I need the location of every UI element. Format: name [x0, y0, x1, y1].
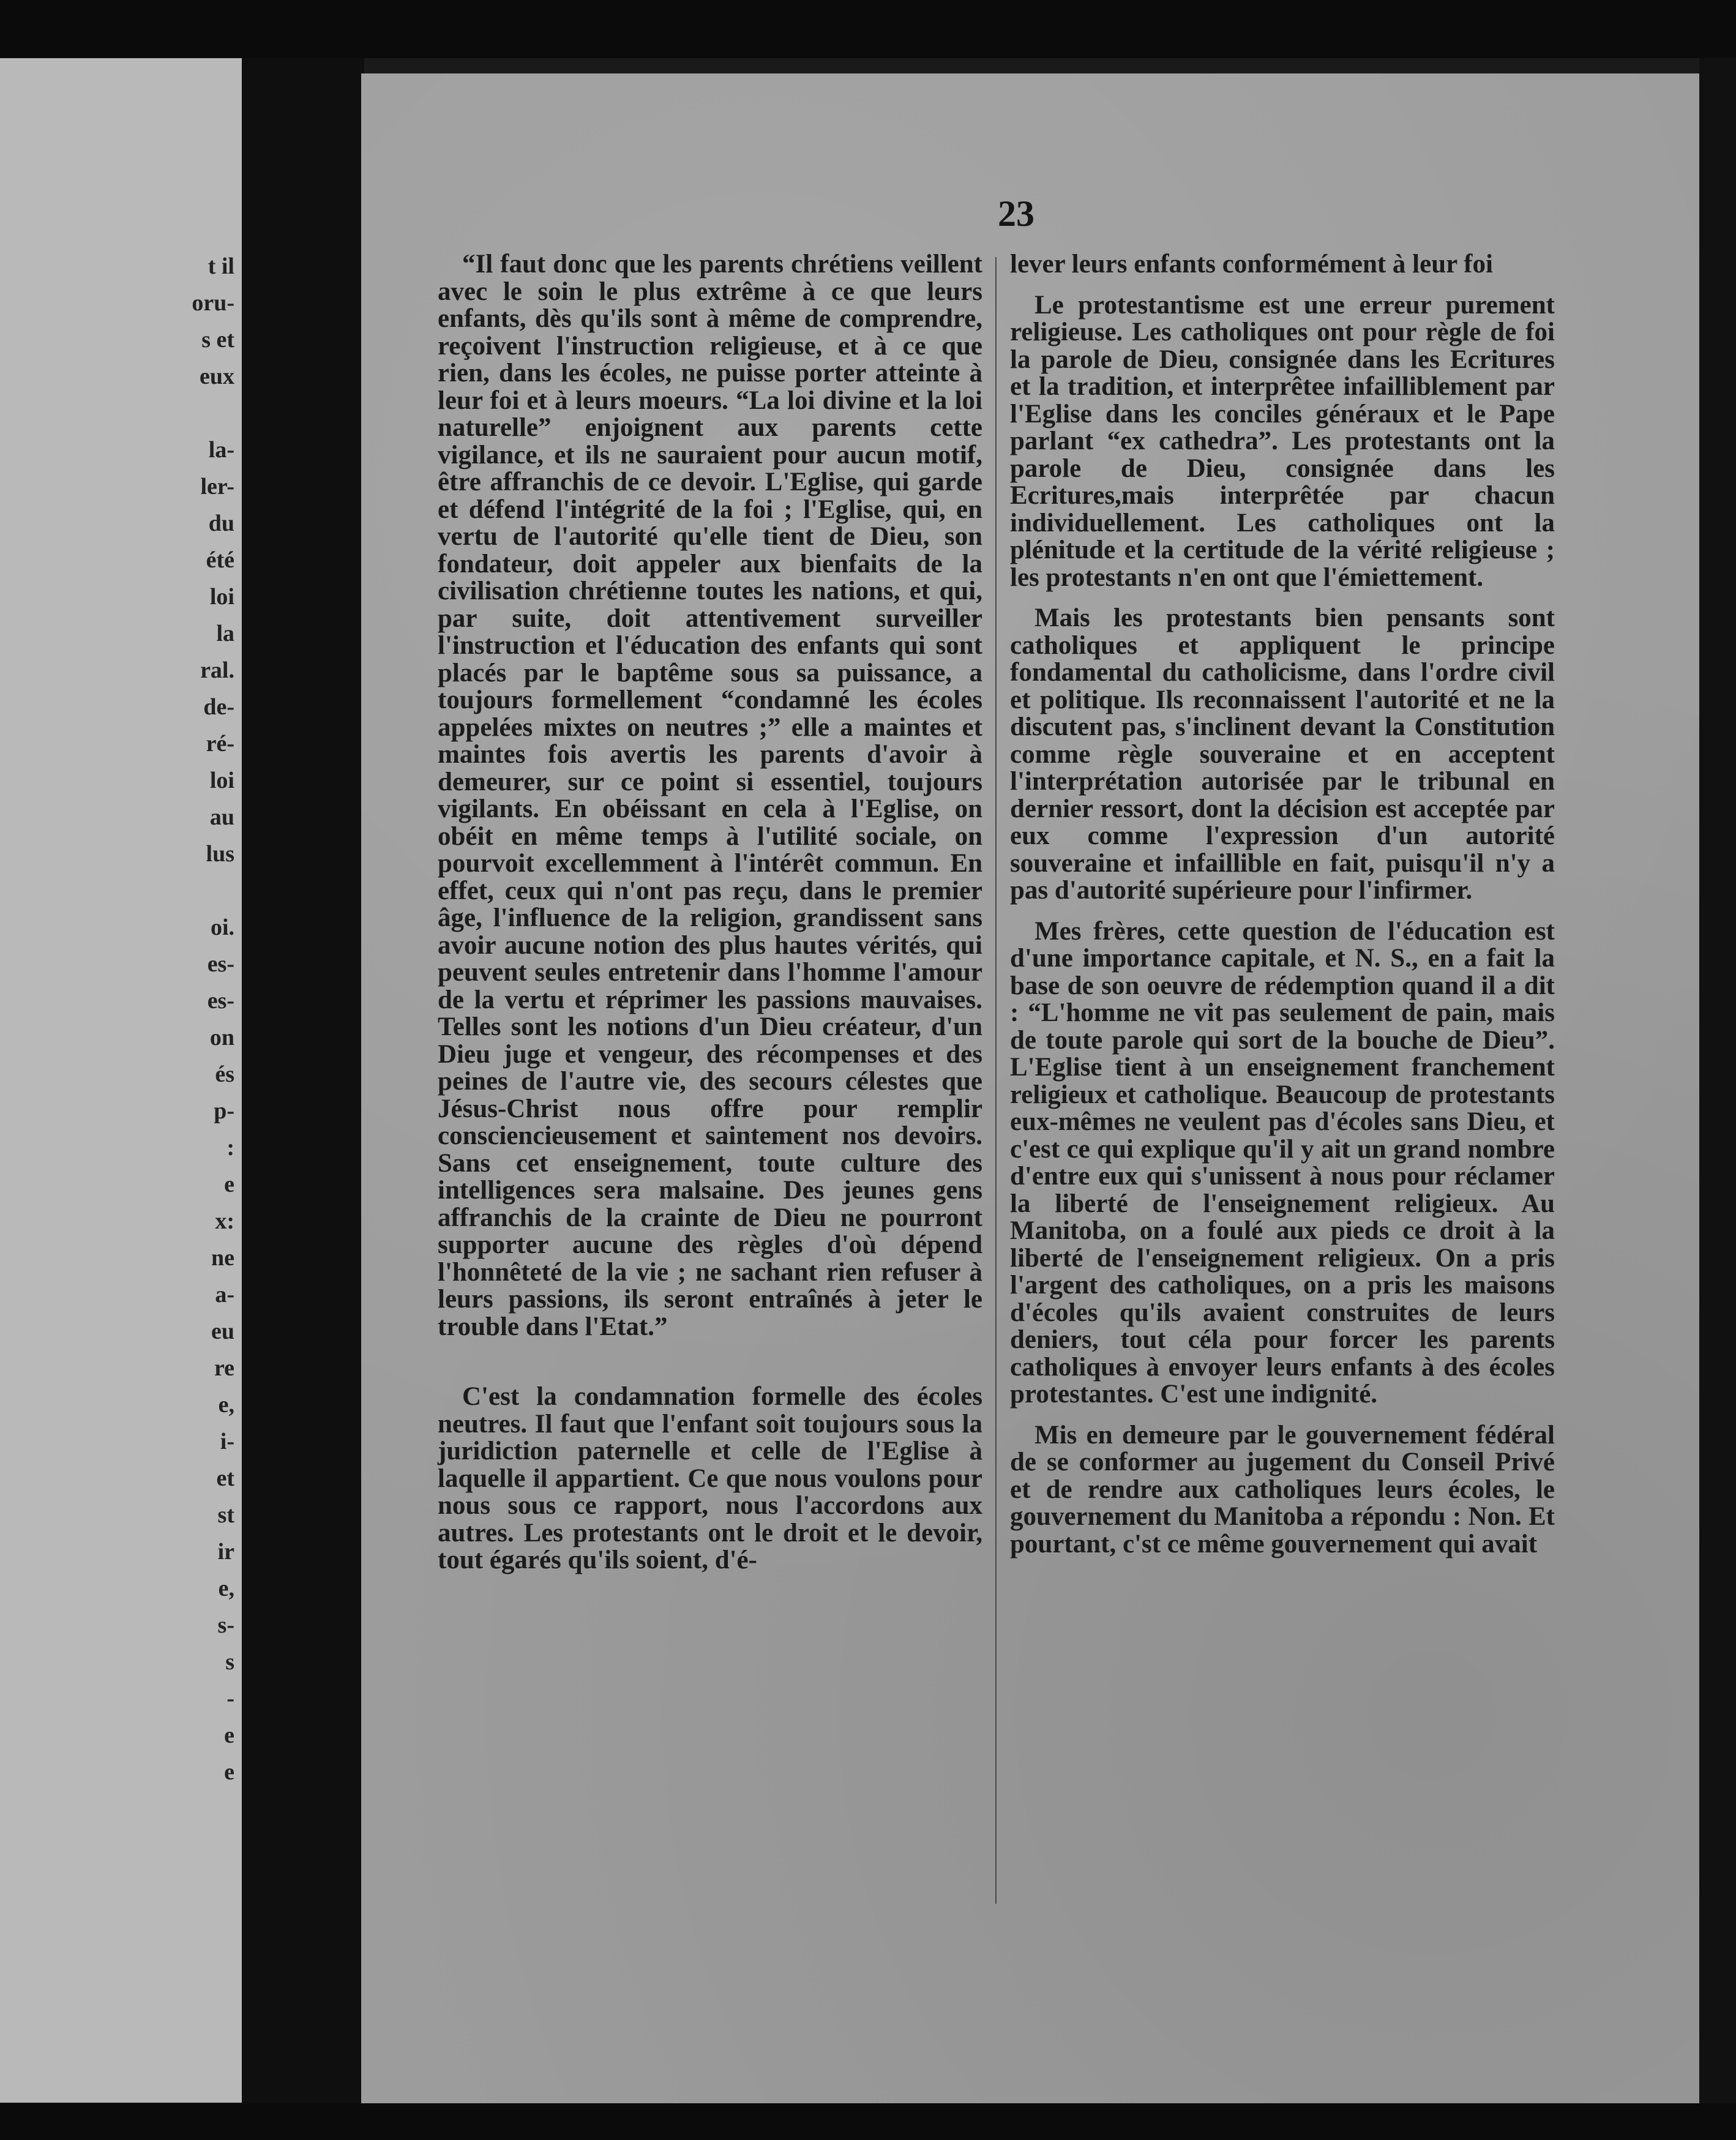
quotation-paragraph: “Il faut donc que les parents chrétiens veillent avec le soin le plus extrême à ce que leurs enfants, dès qu'ils sont à même de comprendre, reçoivent l'instruction religieuse, et à ce que rien, dans les écoles, ne puisse porter atteinte à leur foi et à leurs moeurs. “La loi divine et la loi naturelle” enjoignent aux parents cette vigilance, et ils ne sauraient pour aucun motif, être affranchis de ce devoir. L'Eglise, qui garde et défend l'intégrité de la foi ; l'Eglise, qui, en vertu de l'autorité qu'elle tient de Dieu, son fondateur, doit appeler aux bienfaits de la civilisation chrétienne toutes les nations, et qui, par suite, doit attentivement surveiller l'instruction et l'éducation des enfants qui sont placés par le baptême sous sa puissance, a toujours formellement “condamné les écoles appelées mixtes on neutres ;” elle a maintes et maintes fois avertis les parents d'avoir à demeurer, sur ce point si essentiel, toujours vigilants. En obéissant en cela à l'Eglise, on obéit en même temps à l'utilité sociale, on pourvoit excellemment à l'intérêt commun. En effet, ceux qui n'ont pas reçu, dans le premier âge, l'influence de la religion, grandissent sans avoir aucune notion des plus hautes vérités, qui peuvent seules entretenir dans l'homme l'amour de la vertu et réprimer les passions mauvaises. Telles sont les notions d'un Dieu créateur, d'un Dieu juge et vengeur, des récompenses et des peines de l'autre vie, des secours célestes que Jésus-Christ nous offre pour remplir consciencieusement et saintement nos devoirs. Sans cet enseignement, toute culture des intelligences sera malsaine. Des jeunes gens affranchis de la crainte de Dieu ne pourront supporter aucune des règles d'où dépend l'honnêteté de la vie ; ne sachant rien refuser à leurs passions, ils seront entraînés à jeter le trouble dans l'Etat.” — [438, 250, 982, 1341]
adjacent-page-fragment: eux — [200, 364, 234, 389]
adjacent-page-fragment: és — [215, 1061, 234, 1087]
adjacent-page-fragment: ne — [211, 1245, 234, 1271]
adjacent-page-fragment: p- — [214, 1098, 234, 1124]
adjacent-page-fragment: lus — [206, 841, 234, 867]
adjacent-page-fragment: la- — [208, 437, 234, 463]
adjacent-page-fragment: st — [217, 1502, 234, 1528]
book-spine-shadow — [242, 58, 364, 2140]
adjacent-page-fragment: loi — [209, 768, 234, 793]
adjacent-page-fragment: du — [208, 511, 234, 536]
adjacent-page-fragment: e — [224, 1723, 234, 1748]
adjacent-page-fragment: e — [224, 1759, 234, 1785]
adjacent-page-fragment: - — [226, 1686, 234, 1712]
adjacent-page-text-fragments — [179, 248, 234, 1790]
adjacent-page-fragment: : — [226, 1135, 234, 1161]
adjacent-page-fragment: ré- — [206, 731, 234, 757]
adjacent-page-fragment: on — [209, 1025, 234, 1050]
adjacent-page-fragment: e, — [218, 1576, 234, 1601]
paragraph: Le protestantisme est une erreur purement religieuse. Les catholiques ont pour règle de foi la parole de Dieu, consignée dans les Ecritures et la tradition, et interprêtee infailliblement par l'Eglise dans les conciles généraux et le Pape parlant “ex cathedra”. Les protestants ont la parole de Dieu, consignée dans les Ecritures,mais interprêtée par chacun individuellement. Les catholiques ont la plénitude et la certitude de la vérité religieuse ; les protestants n'en ont que l'émiettement. — [1010, 290, 1555, 592]
scan-right-border — [1699, 58, 1736, 2140]
adjacent-page-fragment: e — [224, 1172, 234, 1197]
adjacent-page-fragment: de- — [203, 694, 234, 720]
column-divider — [995, 257, 997, 1904]
adjacent-page-fragment: s — [225, 1649, 234, 1675]
paragraph: Mes frères, cette question de l'éducation est d'une importance capitale, et N. S., en a fait la base de son oeuvre de rédemption quand il a dit : “L'homme ne vit pas seulement de pain, mais de toute parole qui sort de la bouche de Dieu”. L'Eglise tient à un enseignement franchement religieux et catholique. Beaucoup de protestants eux-mêmes ne veulent pas d'écoles sans Dieu, et c'est ce qui explique qu'il y ait un grand nombre d'entre eux qui s'unissent à nous pour réclamer la liberté de l'enseignement religieux. Au Manitoba, on a foulé aux pieds ce droit à la liberté de l'enseignement religieux. On a pris l'argent des catholiques, on a pris les maisons d'écoles qu'ils avaient construites de leurs deniers, tout céla pour forcer les parents catholiques à envoyer leurs enfants à des écoles protestantes. C'est une indignité. — [1010, 916, 1555, 1409]
page-number: 23 — [998, 193, 1034, 234]
paragraph: Mis en demeure par le gouvernement fédéral de se conformer au jugement du Conseil Privé et de rendre aux catholiques leurs écoles, le gouvernement du Manitoba a répondu : Non. Et pourtant, c'st ce même gouvernement qui avait — [1010, 1420, 1555, 1558]
paragraph: C'est la condamnation formelle des écoles neutres. Il faut que l'enfant soit toujours sous la juridiction paternelle et celle de l'Eglise à laquelle il appartient. Ce que nous voulons pour nous sous ce rapport, nous l'accordons aux autres. Les protestants ont le droit et le devoir, tout égarés qu'ils soient, d'é- — [438, 1382, 982, 1574]
scan-top-border — [0, 0, 1736, 58]
scan-bottom-border — [0, 2103, 1736, 2140]
adjacent-page-fragment: ir — [217, 1539, 234, 1565]
adjacent-page-fragment: la — [216, 621, 234, 646]
adjacent-page-fragment: i- — [220, 1429, 234, 1454]
paragraph: Mais les protestants bien pensants sont catholiques et appliquent le principe fondamental du catholicisme, dans l'ordre civil et politique. Ils reconnaissent l'autorité et ne la discutent pas, s'inclinent devant la Constitution comme règle souveraine et en acceptent l'interprétation autorisée par le tribunal en dernier ressort, dont la décision est acceptée par eux comme l'expression d'un autorité souveraine et infaillible en fait, puisqu'il n'y a pas d'autorité supérieure pour l'infirmer. — [1010, 604, 1555, 905]
adjacent-page — [0, 58, 242, 2103]
adjacent-page-fragment — [179, 395, 234, 432]
adjacent-page-fragment: s et — [201, 327, 234, 353]
adjacent-page-fragment: a- — [215, 1282, 234, 1308]
adjacent-page-fragment: t il — [208, 253, 234, 279]
adjacent-page-fragment: es- — [207, 988, 234, 1014]
document-page — [361, 73, 1699, 2124]
adjacent-page-fragment: re — [214, 1355, 234, 1381]
adjacent-page-fragment: ral. — [200, 657, 234, 683]
adjacent-page-fragment: x: — [215, 1208, 234, 1234]
adjacent-page-fragment: oru- — [192, 290, 234, 316]
adjacent-page-fragment: e, — [218, 1392, 234, 1418]
adjacent-page-fragment: ler- — [200, 474, 234, 499]
adjacent-page-fragment: et — [216, 1465, 234, 1491]
adjacent-page-fragment: loi — [209, 584, 234, 610]
adjacent-page-fragment — [179, 872, 234, 909]
right-text-column — [1010, 251, 1555, 1558]
adjacent-page-fragment: oi. — [210, 915, 234, 940]
adjacent-page-fragment: s- — [217, 1612, 234, 1638]
adjacent-page-fragment: eu — [211, 1319, 234, 1344]
adjacent-page-fragment: es- — [207, 951, 234, 977]
left-text-column — [438, 251, 982, 1574]
continued-paragraph: lever leurs enfants conformément à leur foi — [1010, 250, 1493, 279]
adjacent-page-fragment: été — [206, 547, 234, 573]
adjacent-page-fragment: au — [209, 804, 234, 830]
